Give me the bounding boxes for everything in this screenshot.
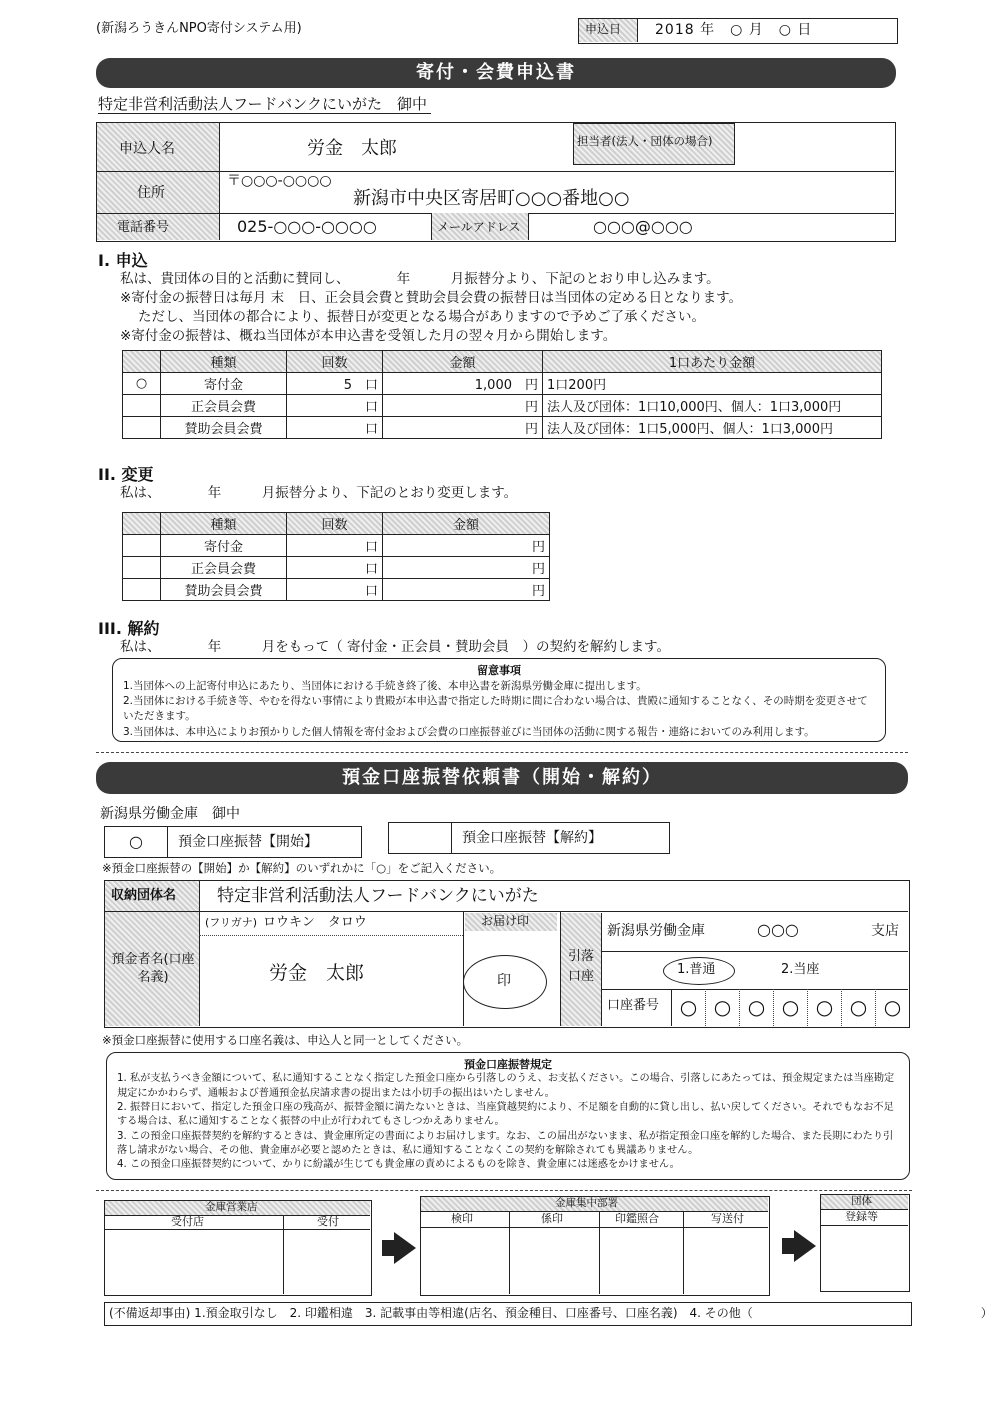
applicant-name[interactable]: 労金 太郎 (307, 138, 397, 159)
count-cell[interactable]: 口 (287, 557, 383, 579)
notes2-item: 4. この預金口座振替契約について、かりに紛議が生じても貴金庫の責めによるものを除き、貴金庫には迷惑をかけません。 (117, 1159, 680, 1171)
return-reasons-box (104, 1302, 993, 1326)
count-header: 回数 (287, 513, 383, 535)
branch-name[interactable]: ○○○ (757, 920, 799, 939)
count-cell[interactable]: 5 口 (287, 373, 383, 395)
center-col: 印鑑照合 (615, 1212, 659, 1225)
table-row (123, 417, 882, 439)
acct-type-2[interactable]: 2.当座 (781, 962, 820, 977)
phone-value[interactable]: 025-○○○-○○○○ (237, 217, 377, 236)
branch-office-box (104, 1200, 372, 1296)
group-box-title: 団体 (851, 1195, 872, 1207)
acct-digit[interactable]: ○ (808, 989, 842, 1026)
count-header: 回数 (287, 351, 383, 373)
holder-name[interactable]: 労金 太郎 (269, 962, 365, 984)
count-cell[interactable]: 口 (287, 535, 383, 557)
return-reasons: (不備返却事由) 1.預金取引なし 2. 印鑑相違 3. 記載事由等相違(店名、預金種目、口座番号、口座名義) 4. その他（ ） (109, 1306, 993, 1320)
acct-no-label: 口座番号 (607, 998, 660, 1013)
change-table (122, 512, 550, 601)
table-header-row (123, 513, 550, 535)
type-cell: 賛助会員会費 (161, 579, 287, 601)
holder-label: 預金者名(口座名義) (111, 952, 195, 986)
type-cell: 正会員会費 (161, 557, 287, 579)
cancel-label-box (450, 822, 670, 854)
table-row (123, 395, 882, 417)
arrow-right-icon (782, 1238, 794, 1254)
check-header (123, 351, 161, 373)
check-cell[interactable] (123, 579, 161, 601)
form2-title: 預金口座振替依頼書（開始・解約） (96, 762, 908, 794)
count-cell[interactable]: 口 (287, 417, 383, 439)
notes1-title: 留意事項 (477, 664, 521, 677)
branch-suffix: 支店 (871, 923, 899, 939)
bank-addressee: 新潟県労働金庫 御中 (100, 806, 240, 822)
email-value[interactable]: ○○○@○○○ (593, 217, 693, 236)
applicant-table (96, 122, 896, 242)
unit-cell: 法人及び団体：1口5,000円、個人：1口3,000円 (543, 417, 882, 439)
acct-digit[interactable]: ○ (740, 989, 774, 1026)
check-cell[interactable] (123, 417, 161, 439)
account-table (104, 880, 910, 1028)
count-cell[interactable]: 口 (287, 579, 383, 601)
unit-header: 1口あたり金額 (543, 351, 882, 373)
date-box (578, 18, 898, 44)
start-mark: ○ (129, 832, 143, 851)
seal-mark: 印 (497, 973, 511, 989)
furigana-value[interactable]: ロウキン タロウ (263, 915, 367, 930)
amount-cell[interactable]: 円 (383, 535, 550, 557)
application-table (122, 350, 882, 439)
cancel-label: 預金口座振替【解約】 (462, 830, 602, 846)
group-col: 登録等 (845, 1210, 878, 1223)
section1-line4: ※寄付金の振替は、概ね当団体が本申込書を受領した月の翌々月から開始します。 (120, 328, 617, 344)
notes2-item: 2. 振替日において、指定した預金口座の残高が、振替金額に満たないときは、当座貸越契約により、不足額を自動的に貸し出し、払い戻してください。それでもなお不足する場合は、私に通知することなく振替の中止が行われてもさしつかえありません。 (117, 1101, 894, 1128)
section1-heading: I. 申込 (98, 251, 148, 270)
seal-label: お届け印 (481, 914, 530, 928)
section2-heading: II. 変更 (98, 465, 154, 484)
branch-box-title: 金庫営業店 (205, 1201, 258, 1213)
section1-line3: ただし、当団体の都合により、振替日が変更となる場合がありますので予めご了承ください。 (138, 309, 705, 325)
table-row (123, 557, 550, 579)
amount-header: 金額 (383, 351, 543, 373)
notes1-item: 3.当団体は、本申込によりお預かりした個人情報を寄付金および会費の口座振替並びに当団体の活動に関する報告・連絡においてのみ利用します。 (123, 725, 815, 738)
type-cell: 寄付金 (161, 535, 287, 557)
amount-header: 金額 (383, 513, 550, 535)
notes2-box (106, 1052, 910, 1180)
center-office-box (420, 1196, 770, 1296)
count-cell[interactable]: 口 (287, 395, 383, 417)
amount-cell[interactable]: 円 (383, 395, 543, 417)
table-row (123, 535, 550, 557)
type-cell: 賛助会員会費 (161, 417, 287, 439)
phone-label: 電話番号 (117, 220, 170, 235)
arrow-right-icon (794, 1230, 816, 1262)
section2-line1: 私は、 年 月振替分より、下記のとおり変更します。 (120, 485, 518, 501)
email-label: メールアドレス (437, 220, 521, 234)
arrow-right-icon (394, 1232, 416, 1264)
center-col: 検印 (451, 1212, 473, 1225)
date-value[interactable]: 2018 年 ○ 月 ○ 日 (655, 22, 813, 38)
check-cell[interactable]: ○ (123, 373, 161, 395)
notes1-item: 2.当団体における手続き等、やむを得ない事情により貴殿が本申込書で指定した時期に間に合わない場合は、貴殿に通知することなく、その時期を変更させていただきます。 (123, 695, 868, 723)
notes2-item: 3. この預金口座振替契約を解約するときは、貴金庫所定の書面によりお届けします。なお、この届出がないまま、私が指定預金口座を解約した場合、また長期にわたり引落し請求がない場合、その他、貴金庫が必要と認めたときは、私に通知することなくこの契約を解除されても異議ありません。 (117, 1130, 894, 1156)
table-header-row (123, 351, 882, 373)
bank-name: 新潟県労働金庫 (607, 923, 705, 939)
collector-label: 収納団体名 (111, 888, 177, 903)
center-col: 係印 (541, 1212, 563, 1225)
check-cell[interactable] (123, 395, 161, 417)
center-box-title: 金庫集中部署 (555, 1197, 618, 1209)
acct-digit[interactable]: ○ (774, 989, 808, 1026)
check-cell[interactable] (123, 557, 161, 579)
arrow-right-icon (382, 1240, 394, 1256)
type-header: 種類 (161, 351, 287, 373)
acct-digit[interactable]: ○ (706, 989, 740, 1026)
address-value[interactable]: 新潟市中央区寄居町○○○番地○○ (353, 188, 630, 209)
collector-name: 特定非営利活動法人フードバンクにいがた (217, 886, 539, 906)
postal-code[interactable]: 〒○○○-○○○○ (227, 173, 332, 189)
section3-heading: III. 解約 (98, 619, 160, 638)
table-row (123, 579, 550, 601)
holder-note: ※預金口座振替に使用する口座名義は、申込人と同一としてください。 (102, 1033, 469, 1047)
system-note: (新潟ろうきんNPO寄付システム用) (96, 21, 302, 36)
acct-digit[interactable]: ○ (672, 989, 706, 1026)
section1-line2: ※寄付金の振替日は毎月 末 日、正会員会費と賛助会員会費の振替日は当団体の定める日となります。 (120, 290, 743, 306)
acct-number-boxes[interactable] (671, 989, 909, 1026)
contact-label: 担当者(法人・団体の場合) (577, 134, 713, 148)
notes2-item: 1. 私が支払うべき金額について、私に通知することなく指定した預金口座から引落しのうえ、お支払ください。この場合、引落しにあたっては、預金規定または当座勘定規定にかかわらず、通帳および普通預金払戻請求書の提出または小切手の振出はいたしません。 (117, 1073, 895, 1099)
unit-cell: 法人及び団体：1口10,000円、個人：1口3,000円 (543, 395, 882, 417)
type-header: 種類 (161, 513, 287, 535)
addressee: 特定非営利活動法人フードバンクにいがた 御中 (98, 96, 431, 114)
acct-type-1: 1.普通 (677, 962, 716, 977)
center-col: 写送付 (711, 1212, 744, 1225)
notes1-item: 1.当団体への上記寄付申込にあたり、当団体における手続き終了後、本申込書を新潟県労働金庫に提出します。 (123, 679, 647, 692)
amount-cell[interactable]: 円 (383, 417, 543, 439)
amount-cell[interactable]: 円 (383, 557, 550, 579)
notes1-box (112, 658, 886, 742)
type-cell: 正会員会費 (161, 395, 287, 417)
amount-cell[interactable]: 円 (383, 579, 550, 601)
amount-cell[interactable]: 1,000 円 (383, 373, 543, 395)
notes2-title: 預金口座振替規定 (464, 1058, 552, 1071)
instruction: ※預金口座振替の【開始】か【解約】のいずれかに「○」をご記入ください。 (102, 861, 502, 875)
cancel-check-box[interactable] (388, 822, 452, 854)
date-label: 申込日 (585, 22, 622, 36)
check-cell[interactable] (123, 535, 161, 557)
form1-title: 寄付・会費申込書 (96, 58, 896, 88)
start-label: 預金口座振替【開始】 (178, 834, 318, 850)
group-office-box (820, 1194, 910, 1292)
applicant-label: 申込人名 (119, 141, 175, 157)
type-cell: 寄付金 (161, 373, 287, 395)
section1-line1: 私は、貴団体の目的と活動に賛同し、 年 月振替分より、下記のとおり申し込みます。 (120, 271, 720, 287)
cut-line (96, 752, 908, 753)
address-label: 住所 (137, 185, 165, 201)
unit-cell: 1口200円 (543, 373, 882, 395)
branch-col: 受付 (317, 1215, 339, 1228)
acct-digit[interactable]: ○ (842, 989, 876, 1026)
debit-label: 引落口座 (567, 949, 594, 984)
start-label-box (166, 826, 362, 858)
section3-line1: 私は、 年 月をもって（ 寄付金・正会員・賛助会員 ）の契約を解約します。 (120, 639, 670, 655)
table-row (123, 373, 882, 395)
start-check-box[interactable] (104, 826, 168, 858)
acct-digit[interactable]: ○ (883, 995, 902, 1019)
branch-col: 受付店 (171, 1215, 204, 1228)
furigana-label: (フリガナ) (205, 916, 258, 929)
